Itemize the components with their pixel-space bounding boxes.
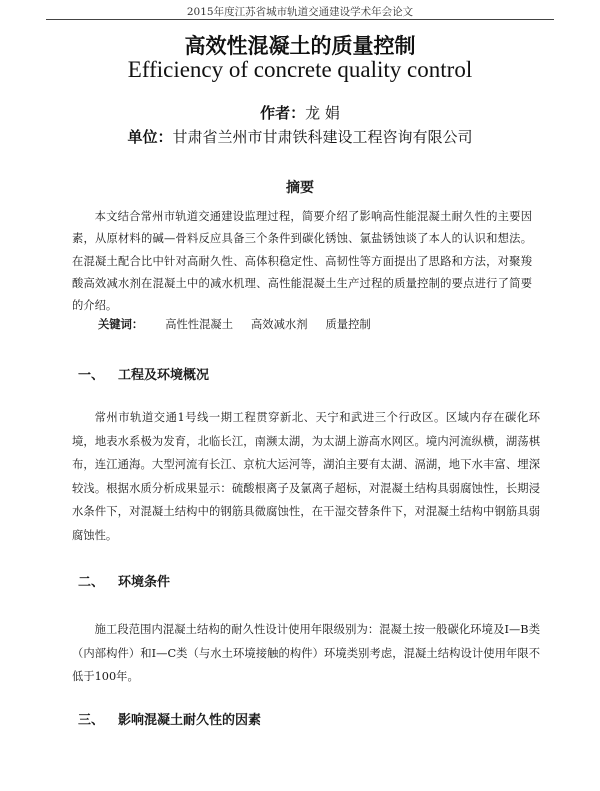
keyword: 高效减水剂 (251, 318, 308, 331)
keywords-line (98, 316, 538, 332)
section-title: 影响混凝土耐久性的因素 (118, 713, 262, 728)
section-heading (78, 709, 261, 728)
abstract-body: 本文结合常州市轨道交通建设监理过程，简要介绍了影响高性能混凝土耐久性的主要因素，从原材料的碱—骨料反应具备三个条件到碳化锈蚀、氯盐锈蚀谈了本人的认识和想法。在混凝土配合比中针对高耐久性、高体积稳定性、高韧性等方面提出了思路和方法，对聚羧酸高效减水剂在混凝土中的减水机理、高性能混凝土生产过程的质量控制的要点进行了简要的介绍。 (72, 210, 532, 313)
section-title: 工程及环境概况 (118, 368, 210, 383)
keyword: 高性性混凝土 (165, 318, 233, 331)
keywords-label: 关键词： (98, 318, 144, 331)
title-chinese: 高效性混凝土的质量控制 (184, 34, 416, 58)
author-name: 龙 娟 (305, 104, 340, 122)
keyword: 质量控制 (325, 318, 371, 331)
section-title: 环境条件 (118, 575, 171, 590)
affiliation-name: 甘肃省兰州市甘肃铁科建设工程咨询有限公司 (172, 128, 473, 146)
section-number: 一、 (78, 368, 105, 383)
section-heading (78, 364, 209, 383)
running-header: 2015年度江苏省城市轨道交通建设学术年会论文 (186, 6, 414, 18)
author-line (0, 102, 600, 123)
header-rule (46, 19, 554, 20)
title-english: Efficiency of concrete quality control (127, 57, 473, 82)
section-heading (78, 571, 170, 590)
section-paragraph: 常州市轨道交通1号线一期工程贯穿新北、天宁和武进三个行政区。区域内存在碳化环境，地表水系极为发育，北临长江，南濒太湖，为太湖上游高水网区。境内河流纵横，湖荡棋布，连江通海。大型河流有长江、京杭大运河等，湖泊主要有太湖、滆湖，地下水丰富、埋深较浅。根据水质分析成果显示：硫酸根离子及氯离子超标，对混凝土结构具弱腐蚀性，长期浸水条件下，对混凝土结构中的钢筋具微腐蚀性，在干湿交替条件下，对混凝土结构中钢筋具弱腐蚀性。 (72, 411, 540, 542)
author-label: 作者： (260, 104, 306, 122)
abstract-heading: 摘要 (286, 180, 314, 196)
affiliation-label: 单位： (127, 128, 173, 146)
affiliation-line (0, 126, 600, 147)
section-number: 三、 (78, 713, 105, 728)
section-number: 二、 (78, 575, 105, 590)
section-paragraph: 施工段范围内混凝土结构的耐久性设计使用年限级别为：混凝土按一般碳化环境及Ⅰ—B类（内部构件）和Ⅰ—C类（与水土环境接触的构件）环境类别考虑，混凝土结构设计使用年限不低于100年。 (72, 623, 540, 684)
